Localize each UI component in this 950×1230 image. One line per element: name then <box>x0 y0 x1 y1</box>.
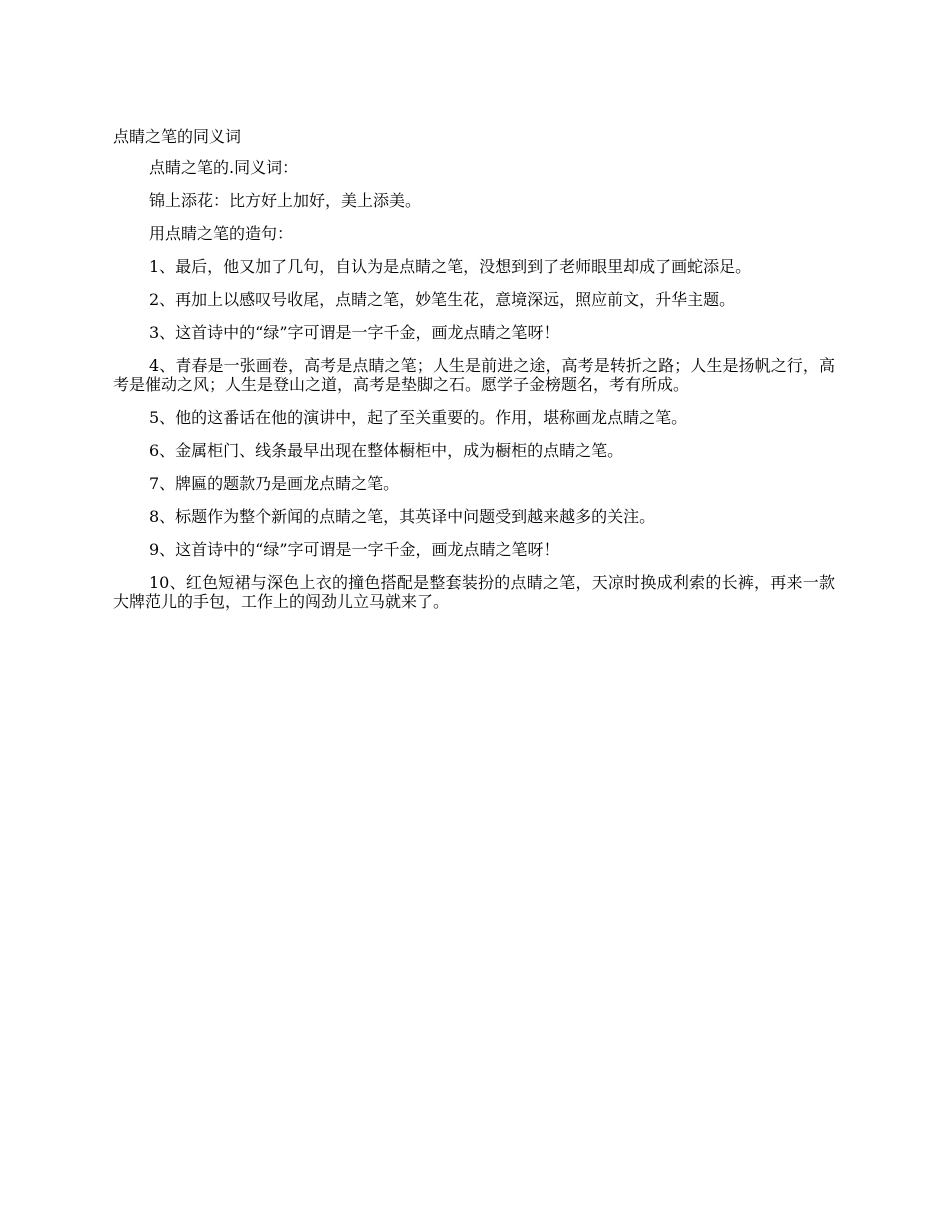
document-body <box>113 126 835 625</box>
paragraph-example-4: 4、青春是一张画卷，高考是点睛之笔；人生是前进之途，高考是转折之路；人生是扬帆之行，高考是催动之风；人生是登山之道，高考是垫脚之石。愿学子金榜题名，考有所成。 <box>113 356 835 394</box>
paragraph-synonym-definition: 锦上添花：比方好上加好，美上添美。 <box>149 191 422 210</box>
paragraph-example-6: 6、金属柜门、线条最早出现在整体橱柜中，成为橱柜的点睛之笔。 <box>149 441 624 460</box>
paragraph-example-9: 9、这首诗中的“绿”字可谓是一字千金，画龙点睛之笔呀！ <box>149 540 560 559</box>
paragraph-example-1: 1、最后，他又加了几句，自认为是点睛之笔，没想到到了老师眼里却成了画蛇添足。 <box>149 257 752 276</box>
paragraph-example-3: 3、这首诗中的“绿”字可谓是一字千金，画龙点睛之笔呀！ <box>149 323 560 342</box>
page-title: 点睛之笔的同义词 <box>113 127 242 146</box>
paragraph-example-2: 2、再加上以感叹号收尾，点睛之笔，妙笔生花，意境深远，照应前文，升华主题。 <box>149 290 736 309</box>
paragraph-example-7: 7、牌匾的题款乃是画龙点睛之笔。 <box>149 474 400 493</box>
paragraph-example-5: 5、他的这番话在他的演讲中，起了至关重要的。作用，堪称画龙点睛之笔。 <box>149 408 688 427</box>
paragraph-example-10: 10、红色短裙与深色上衣的撞色搭配是整套装扮的点睛之笔，天凉时换成利索的长裤，再来一款大牌范儿的手包，工作上的闯劲儿立马就来了。 <box>113 573 835 611</box>
paragraph-synonym-heading: 点睛之笔的.同义词： <box>149 158 299 177</box>
paragraph-examples-heading: 用点睛之笔的造句： <box>149 224 294 243</box>
paragraph-example-8: 8、标题作为整个新闻的点睛之笔，其英译中问题受到越来越多的关注。 <box>149 507 656 526</box>
